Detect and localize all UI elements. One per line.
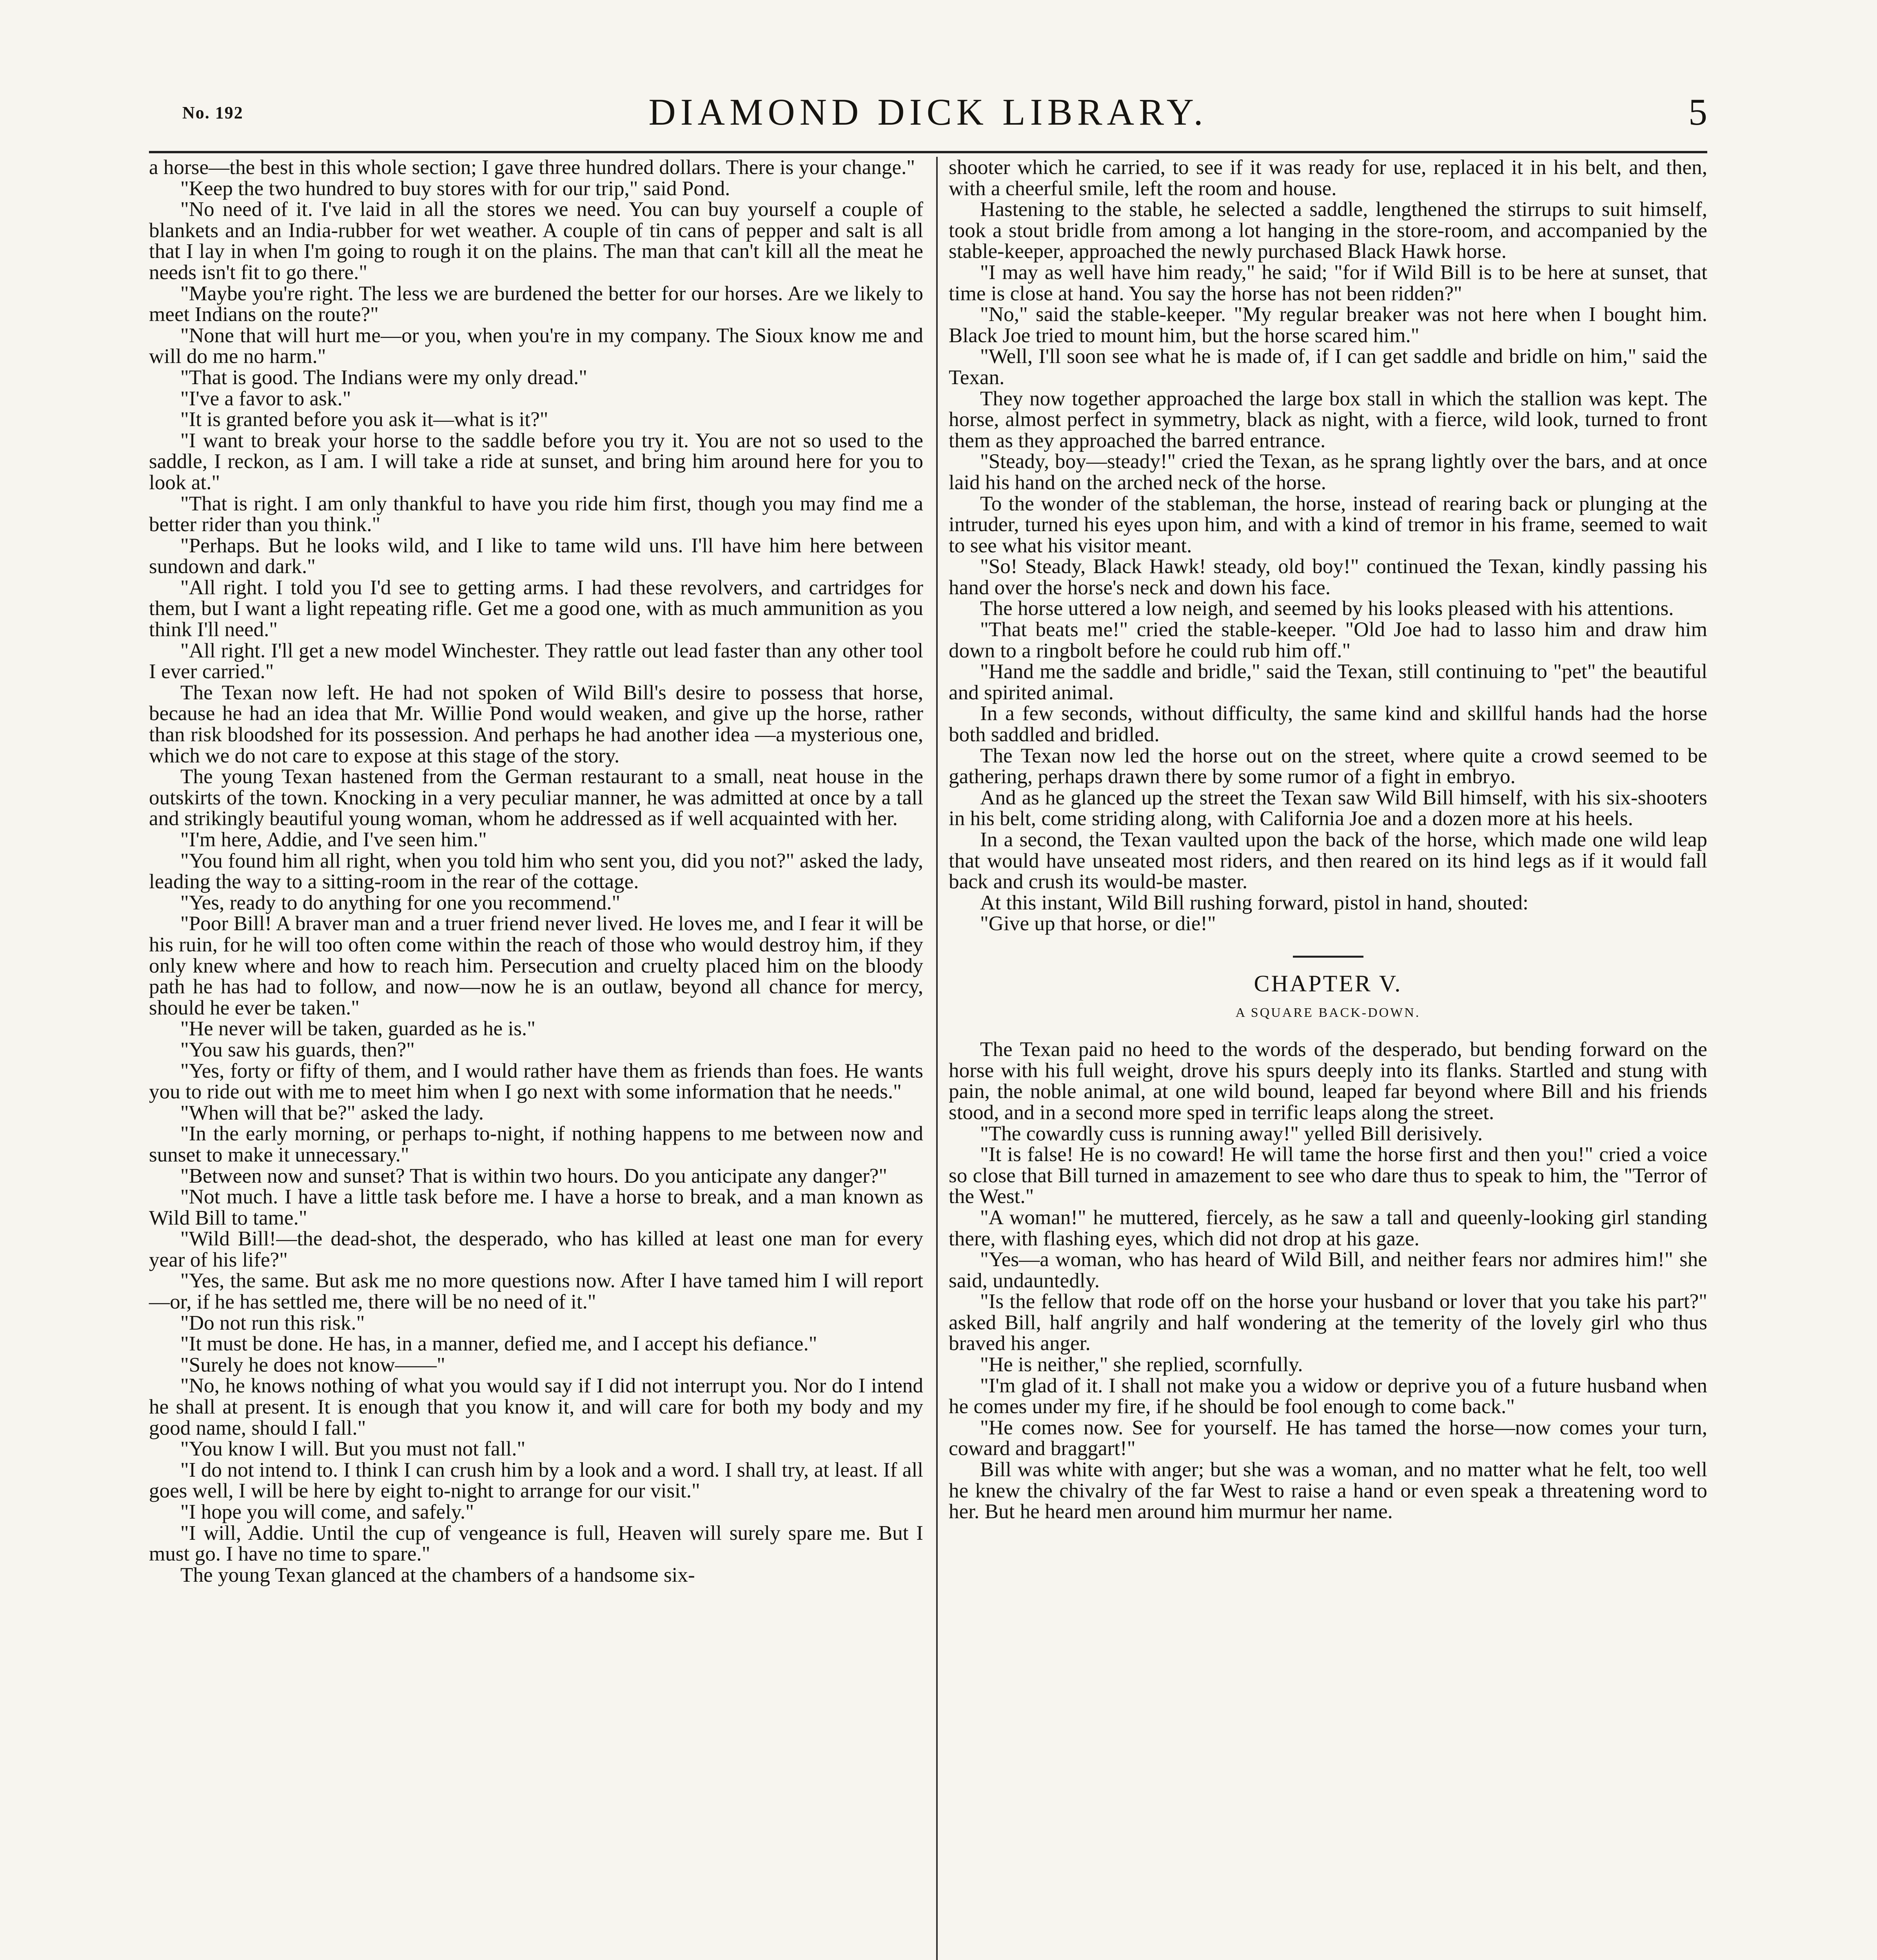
left-column	[149, 157, 923, 1960]
paragraph: "Perhaps. But he looks wild, and I like to tame wild uns. I'll have him here between sundown and dark."	[149, 534, 923, 578]
paragraph: The Texan now led the horse out on the street, where quite a crowd seemed to be gathering, perhaps drawn there by some rumor of a fight in embryo.	[949, 744, 1707, 788]
paragraph: "It is false! He is no coward! He will tame the horse first and then you!" cried a voice so close that Bill turned in amazement to see who dare thus to speak to him, the "Terror of the West."	[949, 1143, 1707, 1208]
paragraph: "That is good. The Indians were my only dread."	[180, 365, 587, 389]
paragraph: "Between now and sunset? That is within two hours. Do you anticipate any danger?"	[180, 1164, 888, 1187]
paragraph: "You found him all right, when you told him who sent you, did you not?" asked the lady, leading the way to a sitting-room in the rear of the cottage.	[149, 849, 923, 893]
header-rule	[149, 151, 1707, 153]
paragraph: "No, he knows nothing of what you would say if I did not interrupt you. Nor do I intend he shall at present. It is enough that you know it, and will care for both my body and my good name, should I fall."	[149, 1374, 923, 1439]
paragraph: "Surely he does not know——"	[180, 1353, 445, 1376]
paragraph: "I will, Addie. Until the cup of vengeance is full, Heaven will surely spare me. But I must go. I have no time to spare."	[149, 1521, 923, 1566]
paragraph: "I do not intend to. I think I can crush him by a look and a word. I shall try, at least. If all goes well, I will be here by eight to-night to arrange for our visit."	[149, 1458, 923, 1503]
paragraph: "Is the fellow that rode off on the horse your husband or lover that you take his part?" asked Bill, half angrily and half wondering at the temerity of the lovely girl who thus braved his anger.	[949, 1290, 1707, 1355]
paragraph: "You know I will. But you must not fall."	[180, 1437, 526, 1461]
paragraph: And as he glanced up the street the Texan saw Wild Bill himself, with his six-shooters in his belt, come striding along, with California Joe and a dozen more at his heels.	[949, 786, 1707, 830]
paragraph: "He never will be taken, guarded as he is."	[180, 1017, 536, 1040]
paragraph: "It is granted before you ask it—what is it?"	[180, 408, 548, 431]
section-rule	[1293, 956, 1363, 958]
paragraph: In a few seconds, without difficulty, the same kind and skillful hands had the horse both saddled and bridled.	[949, 702, 1707, 746]
paragraph: "That is right. I am only thankful to have you ride him first, though you may find me a better rider than you think."	[149, 492, 923, 536]
paragraph: "Well, I'll soon see what he is made of, if I can get saddle and bridle on him," said the Texan.	[949, 345, 1707, 389]
paragraph: "I want to break your horse to the saddle before you try it. You are not so used to the saddle, I reckon, as I am. I will take a ride at sunset, and bring him around here for you to look at."	[149, 428, 923, 494]
paragraph: "Hand me the saddle and bridle," said the Texan, still continuing to "pet" the beautiful and spirited animal.	[949, 660, 1707, 704]
paragraph: "Yes—a woman, who has heard of Wild Bill, and neither fears nor admires him!" she said, undauntedly.	[949, 1248, 1707, 1292]
paragraph: "When will that be?" asked the lady.	[180, 1101, 484, 1124]
paragraph: "In the early morning, or perhaps to-night, if nothing happens to me between now and sunset to make it unnecessary."	[149, 1122, 923, 1166]
paragraph: "Yes, the same. But ask me no more questions now. After I have tamed him I will report—or, if he has settled me, there will be no need of it."	[149, 1269, 923, 1314]
paragraph: To the wonder of the stableman, the horse, instead of rearing back or plunging at the intruder, turned his eyes upon him, and with a kind of tremor in his frame, seemed to wait to see what his visitor meant.	[949, 492, 1707, 557]
paragraph: "I'm glad of it. I shall not make you a widow or deprive you of a future husband when he comes under my fire, if he should be fool enough to come back."	[949, 1374, 1707, 1418]
paragraph: a horse—the best in this whole section; I gave three hundred dollars. There is your change."	[149, 156, 915, 179]
paragraph: The young Texan glanced at the chambers of a handsome six-	[180, 1563, 695, 1586]
paragraph: "A woman!" he muttered, fiercely, as he saw a tall and queenly-looking girl standing there, with flashing eyes, which did not drop at his gaze.	[949, 1205, 1707, 1250]
paragraph: The horse uttered a low neigh, and seemed by his looks pleased with his attentions.	[980, 597, 1674, 620]
page-number: 5	[1688, 91, 1707, 133]
paragraph: At this instant, Wild Bill rushing forward, pistol in hand, shouted:	[980, 891, 1528, 914]
paragraph: "That beats me!" cried the stable-keeper. "Old Joe had to lasso him and draw him down to a ringbolt before he could rub him off."	[949, 618, 1707, 662]
paragraph: "He comes now. See for yourself. He has tamed the horse—now comes your turn, coward and braggart!"	[949, 1416, 1707, 1460]
paragraph: "Give up that horse, or die!"	[980, 912, 1216, 935]
paragraph: The young Texan hastened from the German restaurant to a small, neat house in the outskirts of the town. Knocking in a very peculiar manner, he was admitted at once by a tall and strikingly beautiful young woman, whom he addressed as if well acquainted with her.	[149, 765, 923, 830]
paragraph: "No," said the stable-keeper. "My regular breaker was not here when I bought him. Black Joe tried to mount him, but the horse scared him."	[949, 303, 1707, 347]
paragraph: "Wild Bill!—the dead-shot, the desperado, who has killed at least one man for every year of his life?"	[149, 1227, 923, 1271]
page-header	[149, 90, 1707, 137]
right-column-bottom-text	[949, 1039, 1707, 1522]
paragraph: "Yes, ready to do anything for one you recommend."	[180, 891, 621, 914]
chapter-title: CHAPTER V.	[1254, 970, 1402, 996]
paragraph: "Do not run this risk."	[180, 1311, 365, 1334]
paragraph: Hastening to the stable, he selected a saddle, lengthened the stirrups to suit himself, took a stout bridle from among a lot hanging in the store-room, and accompanied by the stable-keeper, approached the newly purchased Black Hawk horse.	[949, 198, 1707, 263]
paragraph: "All right. I told you I'd see to getting arms. I had these revolvers, and cartridges for them, but I want a light repeating rifle. Get me a good one, with as much ammunition as you think I'll need."	[149, 575, 923, 641]
paragraph: "It must be done. He has, in a manner, defied me, and I accept his defiance."	[180, 1332, 817, 1356]
paragraph: "So! Steady, Black Hawk! steady, old boy!" continued the Texan, kindly passing his hand over the horse's neck and down his face.	[949, 555, 1707, 599]
paragraph: "Not much. I have a little task before me. I have a horse to break, and a man known as Wild Bill to tame."	[149, 1185, 923, 1229]
paragraph: "Poor Bill! A braver man and a truer friend never lived. He loves me, and I fear it will be his ruin, for he will too often come within the reach of those who would destroy him, if they only knew where and how to reach him. Persecution and cruelty placed him on the bloody path he has had to follow, and now—now he is an outlaw, beyond all chance for mercy, should he ever be taken."	[149, 912, 923, 1019]
paragraph: "All right. I'll get a new model Winchester. They rattle out lead faster than any other tool I ever carried."	[149, 639, 923, 683]
paragraph: "Maybe you're right. The less we are burdened the better for our horses. Are we likely to meet Indians on the route?"	[149, 281, 923, 326]
paragraph: "I've a favor to ask."	[180, 387, 351, 410]
paragraph: The Texan now left. He had not spoken of Wild Bill's desire to possess that horse, because he had an idea that Mr. Willie Pond would weaken, and give up the horse, rather than risk bloodshed for its possession. And perhaps he had another idea —a mysterious one, which we do not care to expose at this stage of the story.	[149, 681, 923, 767]
paragraph: "I'm here, Addie, and I've seen him."	[180, 828, 487, 851]
chapter-subtitle: A SQUARE BACK-DOWN.	[1235, 1005, 1421, 1020]
paragraph: "Yes, forty or fifty of them, and I would rather have them as friends than foes. He wants you to ride out with me to meet him when I go next with some information that he needs."	[149, 1059, 923, 1103]
paragraph: Bill was white with anger; but she was a woman, and no matter what he felt, too well he knew the chivalry of the far West to raise a hand or even speak a threatening word to her. But he heard men around him murmur her name.	[949, 1458, 1707, 1523]
column-divider	[936, 157, 938, 1960]
paragraph: "I hope you will come, and safely."	[180, 1500, 474, 1523]
right-column	[949, 157, 1707, 1960]
paragraph: "None that will hurt me—or you, when you're in my company. The Sioux know me and will do me no harm."	[149, 323, 923, 368]
issue-number: No. 192	[182, 103, 243, 122]
paragraph: "He is neither," she replied, scornfully.	[980, 1353, 1303, 1376]
library-title: DIAMOND DICK LIBRARY.	[648, 91, 1208, 133]
paragraph: "Steady, boy—steady!" cried the Texan, as he sprang lightly over the bars, and at once laid his hand on the arched neck of the horse.	[949, 450, 1707, 494]
paragraph: "I may as well have him ready," he said; "for if Wild Bill is to be here at sunset, that time is close at hand. You say the horse has not been ridden?"	[949, 260, 1707, 305]
paragraph: The Texan paid no heed to the words of the desperado, but bending forward on the horse with his full weight, drove his spurs deeply into its flanks. Startled and stung with pain, the noble animal, at one wild bound, leaped far beyond where Bill and his friends stood, and in a second more sped in terrific leaps along the street.	[949, 1038, 1707, 1124]
paragraph: shooter which he carried, to see if it was ready for use, replaced it in his belt, and then, with a cheerful smile, left the room and house.	[949, 156, 1707, 200]
paragraph: "Keep the two hundred to buy stores with for our trip," said Pond.	[180, 176, 730, 200]
paragraph: They now together approached the large box stall in which the stallion was kept. The horse, almost perfect in symmetry, black as night, with a fierce, wild look, turned to front them as they approached the barred entrance.	[949, 387, 1707, 452]
paragraph: "You saw his guards, then?"	[180, 1038, 415, 1061]
paragraph: "No need of it. I've laid in all the stores we need. You can buy yourself a couple of blankets and an India-rubber for wet weather. A couple of tin cans of pepper and salt is all that I lay in when I'm going to rough it on the plains. The man that can't kill all the meat he needs isn't fit to go there."	[149, 198, 923, 284]
right-column-top-text	[949, 157, 1707, 934]
paragraph: "The cowardly cuss is running away!" yelled Bill derisively.	[980, 1122, 1483, 1145]
paragraph: In a second, the Texan vaulted upon the back of the horse, which made one wild leap that would have unseated most riders, and then reared on its hind legs as if it would fall back and crush its would-be master.	[949, 828, 1707, 893]
